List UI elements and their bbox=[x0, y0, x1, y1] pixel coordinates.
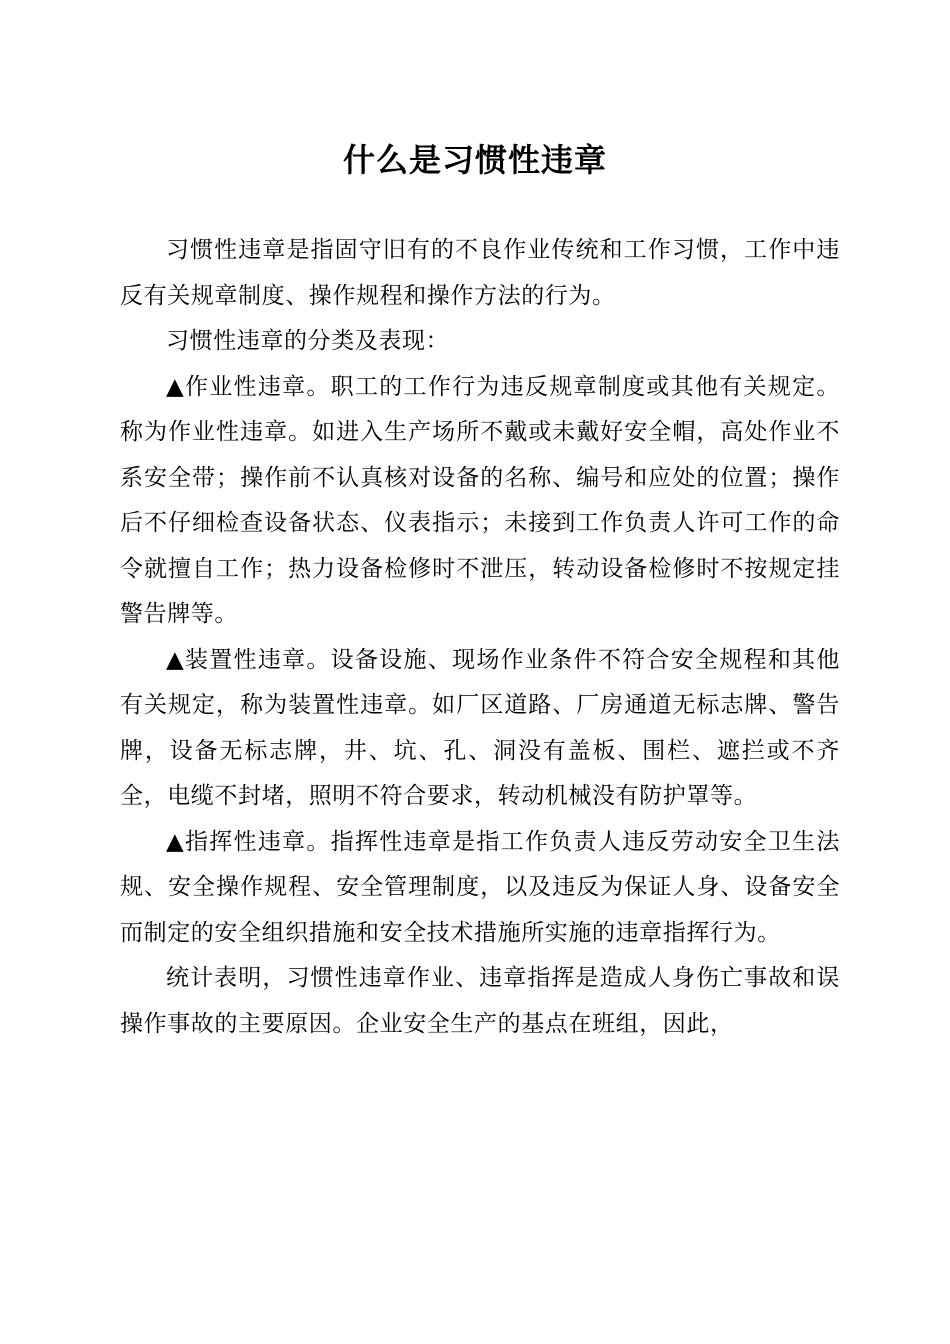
paragraph-command-violation: ▲指挥性违章。指挥性违章是指工作负责人违反劳动安全卫生法规、安全操作规程、安全管理制度，以及违反为保证人身、设备安全而制定的安全组织措施和安全技术措施所实施的违章指挥行为。 bbox=[120, 828, 840, 946]
paragraph-equipment-violation: ▲装置性违章。设备设施、现场作业条件不符合安全规程和其他有关规定，称为装置性违章。如厂区道路、厂房通道无标志牌、警告牌，设备无标志牌，井、坑、孔、洞没有盖板、围栏、遮拦或不齐全，电缆不封堵，照明不符合要求，转动机械没有防护罩等。 bbox=[120, 646, 840, 809]
paragraph-classification-intro: 习惯性违章的分类及表现： bbox=[166, 328, 450, 354]
document-body bbox=[120, 228, 840, 1047]
paragraph-operational-violation: ▲作业性违章。职工的工作行为违反规章制度或其他有关规定。称为作业性违章。如进入生产场所不戴或未戴好安全帽，高处作业不系安全带；操作前不认真核对设备的名称、编号和应处的位置；操作后不仔细检查设备状态、仪表指示；未接到工作负责人许可工作的命令就擅自工作；热力设备检修时不泄压，转动设备检修时不按规定挂警告牌等。 bbox=[120, 373, 840, 627]
paragraph-statistics: 统计表明，习惯性违章作业、违章指挥是造成人身伤亡事故和误操作事故的主要原因。企业安全生产的基点在班组，因此， bbox=[120, 965, 840, 1037]
document-title: 什么是习惯性违章 bbox=[342, 141, 607, 179]
paragraph-definition: 习惯性违章是指固守旧有的不良作业传统和工作习惯，工作中违反有关规章制度、操作规程和操作方法的行为。 bbox=[120, 237, 840, 309]
